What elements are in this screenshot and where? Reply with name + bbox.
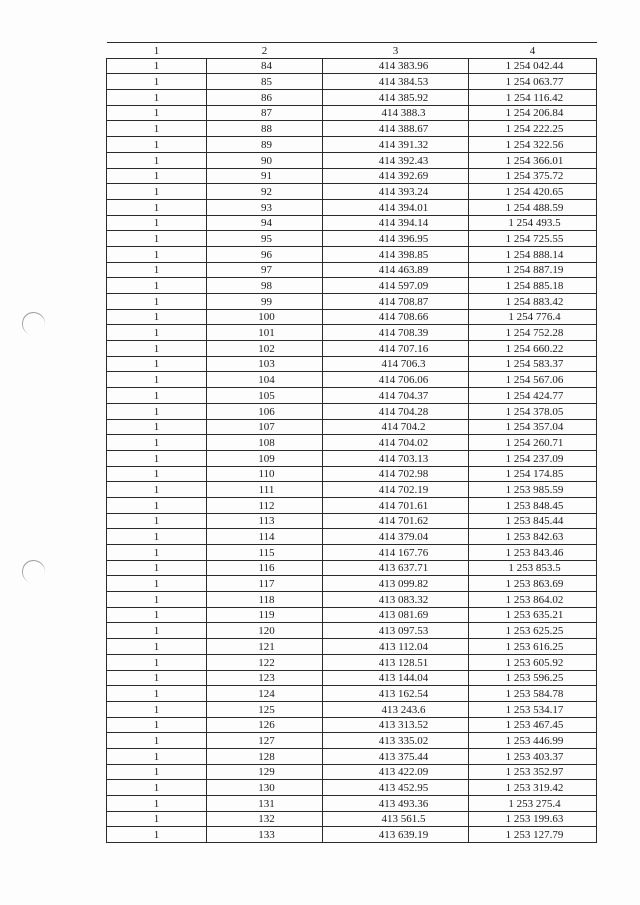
table-row bbox=[107, 356, 597, 372]
cell-x-coordinate: 413 083.32 bbox=[323, 592, 469, 608]
cell-sheet: 1 bbox=[107, 435, 207, 451]
cell-sheet: 1 bbox=[107, 372, 207, 388]
cell-point-number: 118 bbox=[207, 592, 323, 608]
cell-point-number: 86 bbox=[207, 90, 323, 106]
cell-sheet: 1 bbox=[107, 58, 207, 74]
cell-point-number: 115 bbox=[207, 545, 323, 561]
cell-sheet: 1 bbox=[107, 796, 207, 812]
cell-y-coordinate: 1 253 446.99 bbox=[469, 733, 597, 749]
cell-x-coordinate: 413 561.5 bbox=[323, 811, 469, 827]
table-row bbox=[107, 137, 597, 153]
table-row bbox=[107, 278, 597, 294]
table-row bbox=[107, 309, 597, 325]
binder-hole-mark bbox=[19, 309, 47, 337]
cell-x-coordinate: 413 128.51 bbox=[323, 654, 469, 670]
cell-y-coordinate: 1 253 625.25 bbox=[469, 623, 597, 639]
table-row bbox=[107, 341, 597, 357]
cell-x-coordinate: 414 388.3 bbox=[323, 105, 469, 121]
cell-y-coordinate: 1 253 853.5 bbox=[469, 560, 597, 576]
cell-y-coordinate: 1 253 843.46 bbox=[469, 545, 597, 561]
table-header-row bbox=[107, 43, 597, 59]
column-header: 3 bbox=[323, 43, 469, 59]
cell-point-number: 85 bbox=[207, 74, 323, 90]
column-header: 2 bbox=[207, 43, 323, 59]
cell-sheet: 1 bbox=[107, 262, 207, 278]
cell-sheet: 1 bbox=[107, 670, 207, 686]
table-row bbox=[107, 435, 597, 451]
cell-sheet: 1 bbox=[107, 513, 207, 529]
cell-x-coordinate: 414 391.32 bbox=[323, 137, 469, 153]
cell-y-coordinate: 1 254 776.4 bbox=[469, 309, 597, 325]
cell-y-coordinate: 1 253 845.44 bbox=[469, 513, 597, 529]
cell-point-number: 96 bbox=[207, 246, 323, 262]
cell-y-coordinate: 1 253 605.92 bbox=[469, 654, 597, 670]
cell-point-number: 127 bbox=[207, 733, 323, 749]
cell-sheet: 1 bbox=[107, 105, 207, 121]
cell-x-coordinate: 413 112.04 bbox=[323, 639, 469, 655]
cell-sheet: 1 bbox=[107, 74, 207, 90]
cell-y-coordinate: 1 253 848.45 bbox=[469, 497, 597, 513]
cell-x-coordinate: 414 702.19 bbox=[323, 482, 469, 498]
cell-sheet: 1 bbox=[107, 654, 207, 670]
cell-point-number: 123 bbox=[207, 670, 323, 686]
cell-point-number: 90 bbox=[207, 152, 323, 168]
cell-point-number: 107 bbox=[207, 419, 323, 435]
cell-point-number: 100 bbox=[207, 309, 323, 325]
cell-y-coordinate: 1 254 222.25 bbox=[469, 121, 597, 137]
cell-sheet: 1 bbox=[107, 811, 207, 827]
cell-y-coordinate: 1 253 127.79 bbox=[469, 827, 597, 843]
cell-y-coordinate: 1 254 366.01 bbox=[469, 152, 597, 168]
cell-point-number: 119 bbox=[207, 607, 323, 623]
table-row bbox=[107, 466, 597, 482]
cell-y-coordinate: 1 253 467.45 bbox=[469, 717, 597, 733]
cell-point-number: 87 bbox=[207, 105, 323, 121]
cell-point-number: 122 bbox=[207, 654, 323, 670]
cell-y-coordinate: 1 253 319.42 bbox=[469, 780, 597, 796]
cell-y-coordinate: 1 253 199.63 bbox=[469, 811, 597, 827]
table-row bbox=[107, 168, 597, 184]
table-row bbox=[107, 262, 597, 278]
cell-point-number: 132 bbox=[207, 811, 323, 827]
table-row bbox=[107, 733, 597, 749]
cell-x-coordinate: 413 313.52 bbox=[323, 717, 469, 733]
cell-point-number: 124 bbox=[207, 686, 323, 702]
cell-y-coordinate: 1 254 888.14 bbox=[469, 246, 597, 262]
binder-hole-mark bbox=[19, 557, 47, 585]
cell-point-number: 99 bbox=[207, 294, 323, 310]
cell-point-number: 106 bbox=[207, 403, 323, 419]
table-row bbox=[107, 246, 597, 262]
cell-y-coordinate: 1 253 534.17 bbox=[469, 701, 597, 717]
cell-y-coordinate: 1 253 863.69 bbox=[469, 576, 597, 592]
cell-point-number: 110 bbox=[207, 466, 323, 482]
table-row bbox=[107, 90, 597, 106]
cell-x-coordinate: 413 639.19 bbox=[323, 827, 469, 843]
cell-y-coordinate: 1 254 583.37 bbox=[469, 356, 597, 372]
cell-x-coordinate: 414 398.85 bbox=[323, 246, 469, 262]
cell-sheet: 1 bbox=[107, 294, 207, 310]
cell-point-number: 94 bbox=[207, 215, 323, 231]
table-row bbox=[107, 58, 597, 74]
cell-point-number: 98 bbox=[207, 278, 323, 294]
cell-y-coordinate: 1 254 237.09 bbox=[469, 450, 597, 466]
cell-x-coordinate: 414 394.14 bbox=[323, 215, 469, 231]
cell-x-coordinate: 413 493.36 bbox=[323, 796, 469, 812]
cell-y-coordinate: 1 254 885.18 bbox=[469, 278, 597, 294]
cell-sheet: 1 bbox=[107, 419, 207, 435]
cell-x-coordinate: 414 463.89 bbox=[323, 262, 469, 278]
cell-y-coordinate: 1 254 752.28 bbox=[469, 325, 597, 341]
cell-sheet: 1 bbox=[107, 356, 207, 372]
table-row bbox=[107, 827, 597, 843]
cell-sheet: 1 bbox=[107, 309, 207, 325]
cell-x-coordinate: 413 335.02 bbox=[323, 733, 469, 749]
cell-sheet: 1 bbox=[107, 701, 207, 717]
cell-y-coordinate: 1 254 887.19 bbox=[469, 262, 597, 278]
cell-point-number: 97 bbox=[207, 262, 323, 278]
cell-y-coordinate: 1 253 985.59 bbox=[469, 482, 597, 498]
cell-x-coordinate: 414 708.39 bbox=[323, 325, 469, 341]
column-header: 4 bbox=[469, 43, 597, 59]
table-row bbox=[107, 686, 597, 702]
cell-point-number: 102 bbox=[207, 341, 323, 357]
table-row bbox=[107, 388, 597, 404]
cell-x-coordinate: 414 707.16 bbox=[323, 341, 469, 357]
cell-y-coordinate: 1 254 424.77 bbox=[469, 388, 597, 404]
cell-y-coordinate: 1 253 596.25 bbox=[469, 670, 597, 686]
cell-x-coordinate: 414 708.66 bbox=[323, 309, 469, 325]
table-row bbox=[107, 152, 597, 168]
cell-y-coordinate: 1 254 322.56 bbox=[469, 137, 597, 153]
cell-sheet: 1 bbox=[107, 231, 207, 247]
cell-x-coordinate: 413 452.95 bbox=[323, 780, 469, 796]
cell-x-coordinate: 414 383.96 bbox=[323, 58, 469, 74]
cell-sheet: 1 bbox=[107, 545, 207, 561]
cell-x-coordinate: 414 379.04 bbox=[323, 529, 469, 545]
cell-point-number: 126 bbox=[207, 717, 323, 733]
cell-point-number: 116 bbox=[207, 560, 323, 576]
cell-point-number: 131 bbox=[207, 796, 323, 812]
cell-sheet: 1 bbox=[107, 764, 207, 780]
cell-sheet: 1 bbox=[107, 686, 207, 702]
table-row bbox=[107, 748, 597, 764]
table-row bbox=[107, 74, 597, 90]
cell-point-number: 128 bbox=[207, 748, 323, 764]
cell-x-coordinate: 413 375.44 bbox=[323, 748, 469, 764]
cell-sheet: 1 bbox=[107, 168, 207, 184]
cell-x-coordinate: 414 706.3 bbox=[323, 356, 469, 372]
cell-x-coordinate: 414 392.69 bbox=[323, 168, 469, 184]
column-header: 1 bbox=[107, 43, 207, 59]
cell-point-number: 130 bbox=[207, 780, 323, 796]
cell-x-coordinate: 413 422.09 bbox=[323, 764, 469, 780]
table-row bbox=[107, 294, 597, 310]
cell-point-number: 117 bbox=[207, 576, 323, 592]
cell-point-number: 121 bbox=[207, 639, 323, 655]
cell-y-coordinate: 1 253 403.37 bbox=[469, 748, 597, 764]
table-row bbox=[107, 639, 597, 655]
cell-x-coordinate: 414 394.01 bbox=[323, 199, 469, 215]
table-row bbox=[107, 215, 597, 231]
table-row bbox=[107, 670, 597, 686]
table-row bbox=[107, 701, 597, 717]
table-row bbox=[107, 576, 597, 592]
cell-x-coordinate: 414 701.61 bbox=[323, 497, 469, 513]
table-row bbox=[107, 497, 597, 513]
cell-y-coordinate: 1 254 660.22 bbox=[469, 341, 597, 357]
cell-sheet: 1 bbox=[107, 733, 207, 749]
cell-y-coordinate: 1 254 375.72 bbox=[469, 168, 597, 184]
cell-point-number: 84 bbox=[207, 58, 323, 74]
cell-y-coordinate: 1 254 488.59 bbox=[469, 199, 597, 215]
cell-point-number: 88 bbox=[207, 121, 323, 137]
cell-sheet: 1 bbox=[107, 184, 207, 200]
cell-x-coordinate: 414 392.43 bbox=[323, 152, 469, 168]
cell-point-number: 113 bbox=[207, 513, 323, 529]
cell-y-coordinate: 1 254 260.71 bbox=[469, 435, 597, 451]
cell-y-coordinate: 1 254 042.44 bbox=[469, 58, 597, 74]
cell-point-number: 104 bbox=[207, 372, 323, 388]
cell-sheet: 1 bbox=[107, 497, 207, 513]
cell-sheet: 1 bbox=[107, 403, 207, 419]
cell-y-coordinate: 1 254 493.5 bbox=[469, 215, 597, 231]
cell-point-number: 91 bbox=[207, 168, 323, 184]
table-row bbox=[107, 325, 597, 341]
table-row bbox=[107, 717, 597, 733]
table-row bbox=[107, 607, 597, 623]
cell-point-number: 89 bbox=[207, 137, 323, 153]
cell-x-coordinate: 414 704.2 bbox=[323, 419, 469, 435]
cell-sheet: 1 bbox=[107, 215, 207, 231]
cell-point-number: 112 bbox=[207, 497, 323, 513]
cell-x-coordinate: 414 702.98 bbox=[323, 466, 469, 482]
cell-y-coordinate: 1 254 883.42 bbox=[469, 294, 597, 310]
cell-x-coordinate: 414 385.92 bbox=[323, 90, 469, 106]
cell-sheet: 1 bbox=[107, 607, 207, 623]
cell-sheet: 1 bbox=[107, 466, 207, 482]
cell-y-coordinate: 1 253 352.97 bbox=[469, 764, 597, 780]
cell-x-coordinate: 414 701.62 bbox=[323, 513, 469, 529]
cell-x-coordinate: 414 393.24 bbox=[323, 184, 469, 200]
table-body bbox=[107, 58, 597, 842]
table-row bbox=[107, 482, 597, 498]
table-row bbox=[107, 450, 597, 466]
cell-sheet: 1 bbox=[107, 827, 207, 843]
cell-sheet: 1 bbox=[107, 780, 207, 796]
cell-y-coordinate: 1 253 635.21 bbox=[469, 607, 597, 623]
table-row bbox=[107, 105, 597, 121]
table-row bbox=[107, 560, 597, 576]
cell-point-number: 95 bbox=[207, 231, 323, 247]
cell-point-number: 109 bbox=[207, 450, 323, 466]
cell-y-coordinate: 1 253 864.02 bbox=[469, 592, 597, 608]
cell-y-coordinate: 1 253 842.63 bbox=[469, 529, 597, 545]
cell-x-coordinate: 414 388.67 bbox=[323, 121, 469, 137]
cell-y-coordinate: 1 254 116.42 bbox=[469, 90, 597, 106]
cell-y-coordinate: 1 254 725.55 bbox=[469, 231, 597, 247]
cell-x-coordinate: 413 637.71 bbox=[323, 560, 469, 576]
table-row bbox=[107, 764, 597, 780]
table-row bbox=[107, 231, 597, 247]
table-row bbox=[107, 654, 597, 670]
cell-point-number: 120 bbox=[207, 623, 323, 639]
cell-x-coordinate: 414 704.28 bbox=[323, 403, 469, 419]
cell-point-number: 111 bbox=[207, 482, 323, 498]
cell-point-number: 133 bbox=[207, 827, 323, 843]
cell-point-number: 108 bbox=[207, 435, 323, 451]
cell-point-number: 103 bbox=[207, 356, 323, 372]
table-row bbox=[107, 796, 597, 812]
table-row bbox=[107, 372, 597, 388]
cell-sheet: 1 bbox=[107, 278, 207, 294]
table-row bbox=[107, 529, 597, 545]
cell-y-coordinate: 1 254 063.77 bbox=[469, 74, 597, 90]
cell-x-coordinate: 413 097.53 bbox=[323, 623, 469, 639]
table-row bbox=[107, 780, 597, 796]
cell-x-coordinate: 414 167.76 bbox=[323, 545, 469, 561]
cell-y-coordinate: 1 254 174.85 bbox=[469, 466, 597, 482]
table-row bbox=[107, 121, 597, 137]
cell-y-coordinate: 1 254 567.06 bbox=[469, 372, 597, 388]
cell-sheet: 1 bbox=[107, 529, 207, 545]
cell-sheet: 1 bbox=[107, 388, 207, 404]
cell-y-coordinate: 1 254 378.05 bbox=[469, 403, 597, 419]
table-row bbox=[107, 184, 597, 200]
table-row bbox=[107, 811, 597, 827]
coordinates-table bbox=[106, 42, 597, 843]
cell-sheet: 1 bbox=[107, 717, 207, 733]
cell-point-number: 93 bbox=[207, 199, 323, 215]
cell-sheet: 1 bbox=[107, 137, 207, 153]
cell-point-number: 125 bbox=[207, 701, 323, 717]
cell-sheet: 1 bbox=[107, 592, 207, 608]
cell-point-number: 129 bbox=[207, 764, 323, 780]
cell-x-coordinate: 414 708.87 bbox=[323, 294, 469, 310]
cell-x-coordinate: 413 099.82 bbox=[323, 576, 469, 592]
cell-point-number: 114 bbox=[207, 529, 323, 545]
cell-point-number: 105 bbox=[207, 388, 323, 404]
cell-sheet: 1 bbox=[107, 325, 207, 341]
cell-point-number: 101 bbox=[207, 325, 323, 341]
table-row bbox=[107, 513, 597, 529]
cell-x-coordinate: 414 384.53 bbox=[323, 74, 469, 90]
cell-y-coordinate: 1 254 357.04 bbox=[469, 419, 597, 435]
cell-x-coordinate: 413 081.69 bbox=[323, 607, 469, 623]
cell-sheet: 1 bbox=[107, 121, 207, 137]
cell-x-coordinate: 414 704.37 bbox=[323, 388, 469, 404]
table-row bbox=[107, 592, 597, 608]
cell-sheet: 1 bbox=[107, 748, 207, 764]
cell-y-coordinate: 1 253 275.4 bbox=[469, 796, 597, 812]
cell-y-coordinate: 1 253 616.25 bbox=[469, 639, 597, 655]
cell-x-coordinate: 413 243.6 bbox=[323, 701, 469, 717]
cell-sheet: 1 bbox=[107, 639, 207, 655]
cell-y-coordinate: 1 254 420.65 bbox=[469, 184, 597, 200]
cell-sheet: 1 bbox=[107, 199, 207, 215]
table-row bbox=[107, 545, 597, 561]
table-row bbox=[107, 403, 597, 419]
cell-sheet: 1 bbox=[107, 246, 207, 262]
cell-sheet: 1 bbox=[107, 576, 207, 592]
cell-y-coordinate: 1 253 584.78 bbox=[469, 686, 597, 702]
cell-sheet: 1 bbox=[107, 623, 207, 639]
cell-sheet: 1 bbox=[107, 482, 207, 498]
cell-x-coordinate: 414 703.13 bbox=[323, 450, 469, 466]
cell-sheet: 1 bbox=[107, 152, 207, 168]
cell-x-coordinate: 414 396.95 bbox=[323, 231, 469, 247]
cell-x-coordinate: 414 597.09 bbox=[323, 278, 469, 294]
cell-point-number: 92 bbox=[207, 184, 323, 200]
cell-sheet: 1 bbox=[107, 450, 207, 466]
table-row bbox=[107, 623, 597, 639]
table-row bbox=[107, 199, 597, 215]
cell-x-coordinate: 413 162.54 bbox=[323, 686, 469, 702]
cell-x-coordinate: 414 706.06 bbox=[323, 372, 469, 388]
cell-sheet: 1 bbox=[107, 341, 207, 357]
table-row bbox=[107, 419, 597, 435]
cell-x-coordinate: 413 144.04 bbox=[323, 670, 469, 686]
cell-x-coordinate: 414 704.02 bbox=[323, 435, 469, 451]
cell-y-coordinate: 1 254 206.84 bbox=[469, 105, 597, 121]
cell-sheet: 1 bbox=[107, 90, 207, 106]
cell-sheet: 1 bbox=[107, 560, 207, 576]
